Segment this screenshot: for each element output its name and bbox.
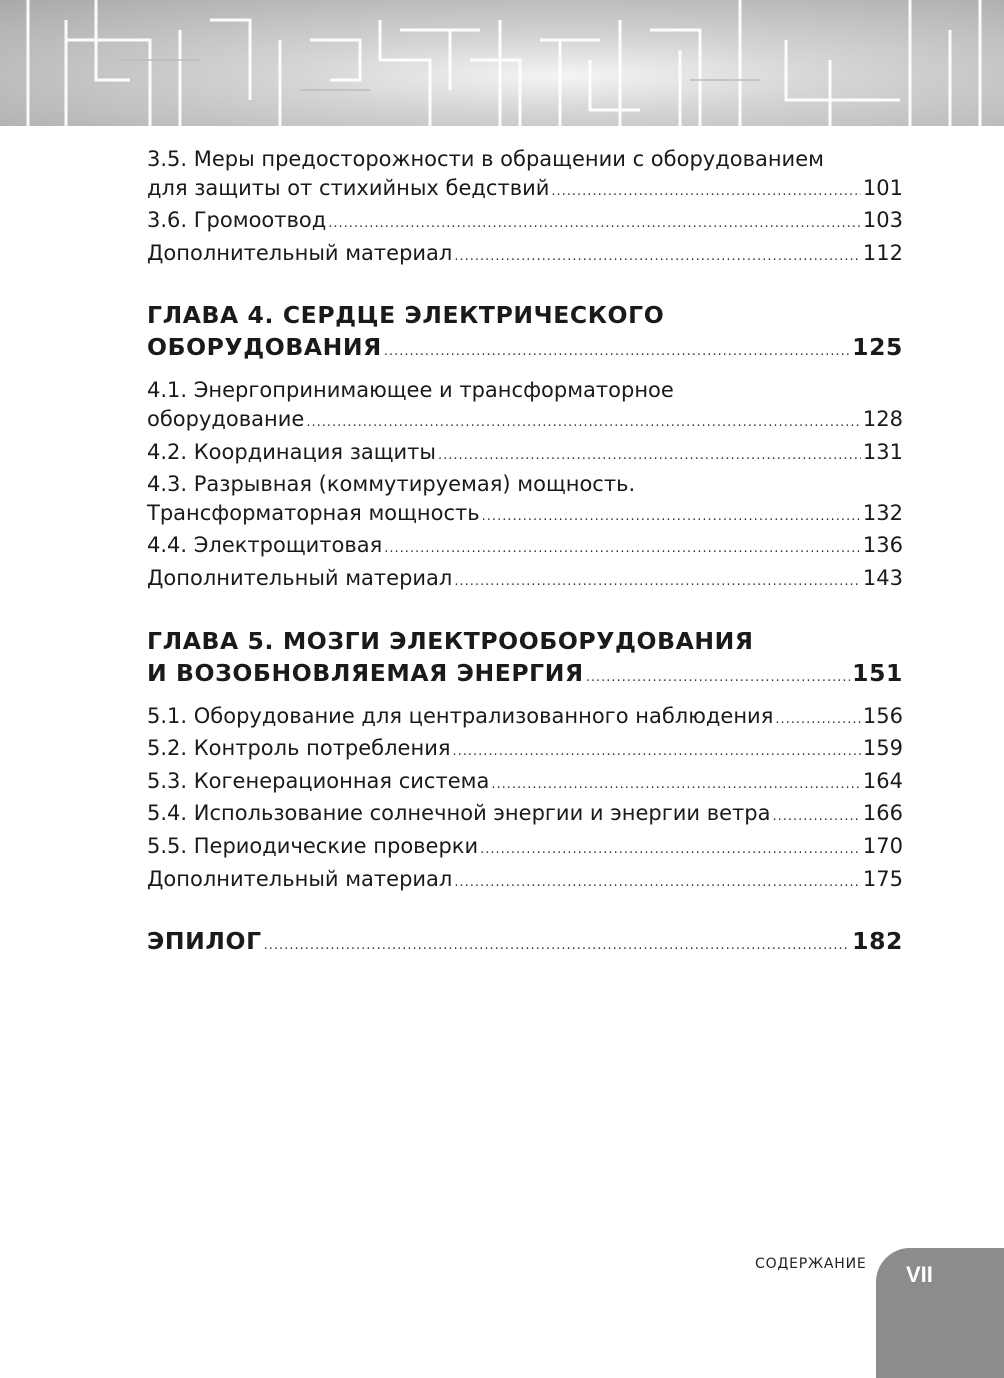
dot-leader [551, 178, 861, 207]
toc-entry[interactable] [147, 799, 903, 832]
dot-leader [384, 535, 861, 564]
dot-leader [480, 836, 861, 865]
toc-entry-text: 4.3. Разрывная (коммутируемая) мощность. [147, 472, 636, 497]
toc-entry[interactable] [147, 865, 903, 898]
toc-entry-title: 4.2. Координация защиты [147, 439, 436, 464]
circuit-lines-decoration [0, 0, 1004, 126]
running-footer-label: СОДЕРЖАНИЕ [755, 1256, 867, 1272]
toc-page-number: 175 [862, 866, 903, 891]
dot-leader [491, 771, 861, 800]
toc-entry-text: 3.5. Меры предосторожности в обращении с оборудованием [147, 147, 824, 171]
chapter-4-page: 125 [852, 333, 903, 362]
toc-page-number: 159 [862, 736, 903, 761]
toc-entry[interactable] [147, 405, 903, 438]
dot-leader [454, 869, 861, 898]
toc-entry[interactable] [147, 531, 903, 564]
chapter-5-page: 151 [852, 658, 903, 687]
chapter-5-title: ГЛАВА 5. МОЗГИ ЭЛЕКТРООБОРУДОВАНИЯ [147, 626, 754, 655]
dot-leader [438, 442, 861, 471]
toc-entry[interactable] [147, 239, 903, 272]
toc-page-number: 143 [862, 565, 903, 590]
dot-leader [772, 803, 860, 832]
toc-entry[interactable] [147, 438, 903, 471]
toc-page-number: 128 [862, 406, 903, 431]
dot-leader [586, 662, 850, 694]
toc-page-number: 131 [862, 439, 903, 464]
toc-entry-text: 4.1. Энергопринимающее и трансформаторное [147, 378, 674, 403]
toc-entry-title: Трансформаторная мощность [147, 500, 480, 525]
toc-entry-title: 5.4. Использование солнечной энергии и энергии ветра [147, 801, 771, 826]
toc-entry[interactable] [147, 564, 903, 597]
toc-entry[interactable] [147, 734, 903, 767]
chapter-4-title-cont: ОБОРУДОВАНИЯ [147, 333, 382, 362]
toc-entry-title: Дополнительный материал [147, 866, 453, 891]
dot-leader [454, 243, 861, 272]
toc-page-number: 112 [862, 240, 903, 265]
toc-entry-title: 5.2. Контроль потребления [147, 736, 451, 761]
chapter-5-title-cont: И ВОЗОБНОВЛЯЕМАЯ ЭНЕРГИЯ [147, 658, 584, 687]
toc-entry[interactable] [147, 832, 903, 865]
toc-entry-title: 3.6. Громоотвод [147, 208, 327, 233]
toc-entry-title: оборудование [147, 406, 305, 431]
toc-entry[interactable] [147, 702, 903, 735]
dot-leader [264, 930, 850, 962]
toc-page-number: 166 [862, 801, 903, 826]
toc-entry[interactable] [147, 174, 903, 207]
chapter-5-entry[interactable] [147, 657, 903, 694]
toc-page-number: 103 [862, 208, 903, 233]
epilogue-page: 182 [852, 927, 903, 956]
toc-page-number: 132 [862, 500, 903, 525]
toc-entry[interactable] [147, 767, 903, 800]
dot-leader [454, 568, 861, 597]
toc-page-number: 156 [862, 703, 903, 728]
toc-page-number: 170 [862, 833, 903, 858]
toc-page-number: 136 [862, 533, 903, 558]
table-of-contents [147, 145, 903, 962]
page-number: VII [906, 1262, 933, 1287]
chapter-4-title: ГЛАВА 4. СЕРДЦЕ ЭЛЕКТРИЧЕСКОГО [147, 301, 665, 330]
chapter-4-entry[interactable] [147, 331, 903, 368]
toc-entry[interactable] [147, 499, 903, 532]
toc-entry[interactable] [147, 206, 903, 239]
epilogue-title: ЭПИЛОГ [147, 927, 262, 956]
dot-leader [775, 706, 861, 735]
dot-leader [384, 336, 850, 368]
dot-leader [306, 409, 861, 438]
dot-leader [453, 738, 861, 767]
toc-entry-title: Дополнительный материал [147, 565, 453, 590]
toc-page-number: 101 [862, 175, 903, 200]
toc-page-number: 164 [862, 768, 903, 793]
toc-entry-title: 5.1. Оборудование для централизованного наблюдения [147, 703, 774, 728]
toc-entry-title: 4.4. Электрощитовая [147, 533, 383, 558]
toc-entry-title: Дополнительный материал [147, 240, 453, 265]
dot-leader [482, 503, 861, 532]
toc-entry-title: 5.5. Периодические проверки [147, 833, 479, 858]
toc-entry-title: 5.3. Когенерационная система [147, 768, 490, 793]
toc-entry-title: для защиты от стихийных бедствий [147, 175, 550, 200]
dot-leader [328, 210, 861, 239]
header-decoration [0, 0, 1004, 126]
epilogue-entry[interactable] [147, 925, 903, 962]
